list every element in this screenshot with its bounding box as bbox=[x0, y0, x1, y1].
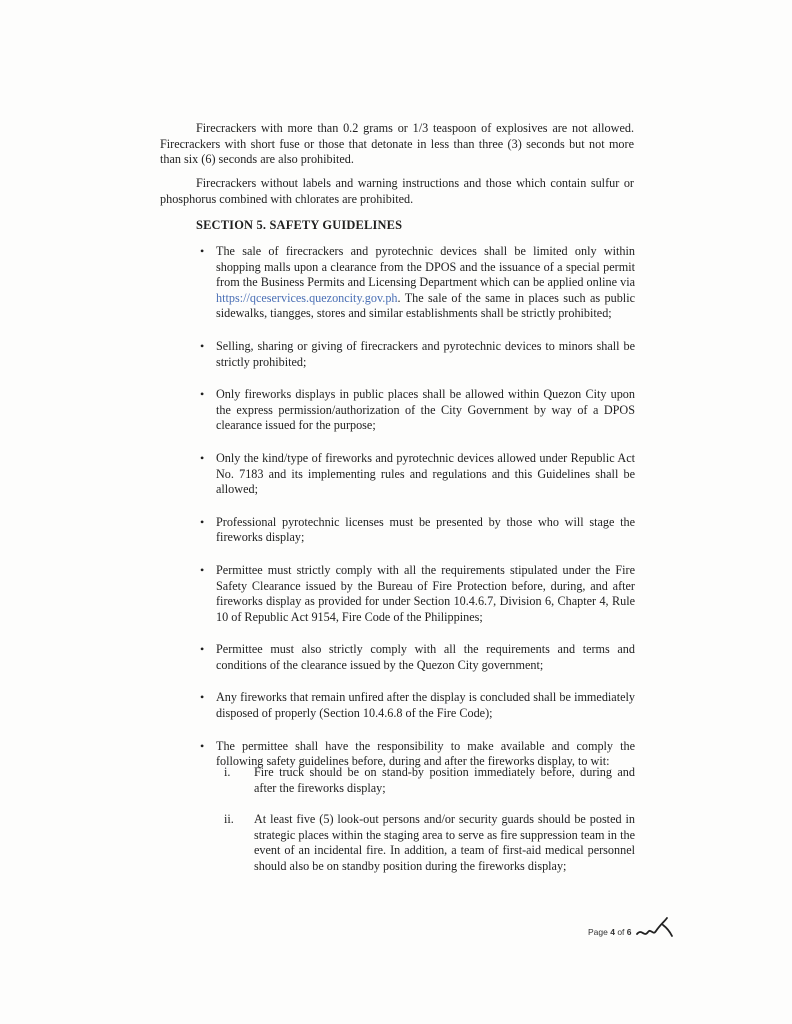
bullet-icon: • bbox=[200, 450, 205, 465]
list-item bbox=[195, 451, 635, 498]
bullet-text-before-link: The sale of firecrackers and pyrotechnic devices shall be limited only within shopping malls upon a clearance from the DPOS and the issuance of a special permit from the Business Permits and Licensing Department which can be applied online via bbox=[216, 244, 635, 290]
bullet-text: Selling, sharing or giving of firecrackers and pyrotechnic devices to minors shall be strictly prohibited; bbox=[216, 338, 635, 369]
bullet-icon: • bbox=[200, 738, 205, 753]
safety-guidelines-list bbox=[195, 244, 635, 787]
bullet-icon: • bbox=[200, 387, 205, 402]
page-current: 4 bbox=[610, 927, 615, 937]
list-item bbox=[195, 339, 635, 370]
bullet-text: Professional pyrotechnic licenses must be presented by those who will stage the fireworks display; bbox=[216, 514, 635, 545]
bullet-icon: • bbox=[200, 514, 205, 529]
bullet-text: Only fireworks displays in public places shall be allowed within Quezon City upon the express permission/authorization of the City Government by way of a DPOS clearance issued for the purpose; bbox=[216, 387, 635, 433]
bullet-text: Permittee must also strictly comply with all the requirements and terms and conditions of the clearance issued by the Quezon City government; bbox=[216, 642, 635, 672]
bullet-text: Permittee must strictly comply with all the requirements stipulated under the Fire Safety Clearance issued by the Bureau of Fire Protection before, during, and after fireworks display as provided for under Section 10.4.6.7, Division 6, Chapter 4, Rule 10 of Republic Act 9154, Fire Code of the Philippines; bbox=[216, 562, 635, 624]
bullet-text: The permittee shall have the responsibility to make available and comply the following safety guidelines before, during and after the fireworks display, to wit: bbox=[216, 738, 635, 769]
bullet-icon: • bbox=[200, 690, 205, 705]
page-total: 6 bbox=[626, 927, 632, 937]
roman-numeral: i. bbox=[224, 765, 231, 779]
section-heading: SECTION 5. SAFETY GUIDELINES bbox=[196, 218, 403, 232]
page-of: of bbox=[614, 927, 627, 937]
bullet-text: Only the kind/type of fireworks and pyrotechnic devices allowed under Republic Act No. 7183 and its implementing rules and regulations and this Guidelines shall be allowed; bbox=[216, 450, 635, 497]
bullet-text: Any fireworks that remain unfired after the display is concluded shall be immediately disposed of properly (Section 10.4.6.8 of the Fire Code); bbox=[216, 690, 635, 721]
bullet-icon: • bbox=[200, 244, 205, 258]
bullet-text-after-link: . The sale of the same in places such as public sidewalks, tiangges, stores and similar establishments shall be strictly prohibited; bbox=[216, 290, 635, 321]
list-item bbox=[195, 387, 635, 434]
sub-guidelines-list bbox=[224, 765, 635, 891]
bullet-icon: • bbox=[200, 642, 205, 657]
sub-list-item bbox=[224, 765, 635, 796]
bullet-icon: • bbox=[200, 338, 205, 353]
list-item bbox=[195, 563, 635, 625]
paragraph-firecracker-limits: Firecrackers with more than 0.2 grams or 1/3 teaspoon of explosives are not allowed. Firecrackers with short fuse or those that detonate in less than three (3) seconds but not more than six (6) seconds are also prohibited. bbox=[160, 121, 634, 167]
roman-numeral: ii. bbox=[224, 812, 234, 827]
list-item bbox=[195, 244, 635, 322]
sub-item-text: Fire truck should be on stand-by position immediately before, during and after the fireworks display; bbox=[254, 765, 635, 795]
list-item bbox=[195, 642, 635, 673]
page-number bbox=[588, 927, 632, 937]
list-item bbox=[195, 690, 635, 721]
paragraph-labels-warning: Firecrackers without labels and warning instructions and those which contain sulfur or phosphorus combined with chlorates are prohibited. bbox=[160, 176, 634, 206]
sub-item-text: At least five (5) look-out persons and/or security guards should be posted in strategic places within the staging area to serve as fire suppression team in the event of an incidental fire. In addition, a team of first-aid medical personnel should also be on standby position during the fireworks display; bbox=[254, 812, 635, 873]
qc-eservices-link[interactable]: https://qceservices.quezoncity.gov.ph bbox=[216, 290, 398, 305]
sub-list-item bbox=[224, 812, 635, 874]
page-prefix: Page bbox=[588, 927, 611, 937]
bullet-icon: • bbox=[200, 562, 205, 577]
list-item bbox=[195, 515, 635, 546]
initials-signature-icon bbox=[634, 912, 674, 942]
